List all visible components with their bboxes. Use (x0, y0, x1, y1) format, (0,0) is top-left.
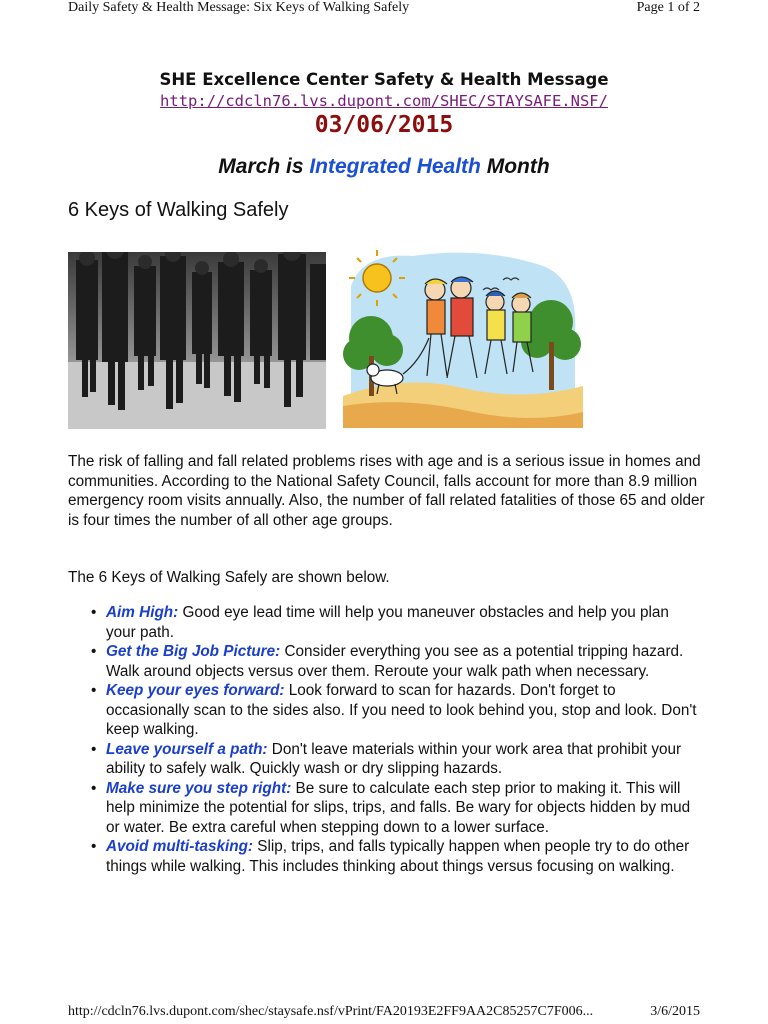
list-item (0, 837, 768, 876)
key-text: Don't leave materials within your work area that prohibit your ability to safely walk. Quickly wash or dry slipping hazards. (106, 740, 682, 777)
bullet-icon: • (91, 779, 97, 797)
key-text: Be sure to calculate each step prior to making it. This will help minimize the potential for slips, trips, and falls. Be wary for objects hidden by mud or water. Be extra careful when stepping down to a lower surface. (106, 779, 691, 836)
key-term: Leave yourself a path: (106, 740, 268, 758)
people-walking-photo (68, 252, 326, 429)
key-term: Aim High: (106, 604, 179, 621)
key-text: Look forward to scan for hazards. Don't forget to occasionally scan to the sides also. If you need to look behind you, stop and look. Don't keep walking. (106, 682, 697, 738)
list-item (0, 740, 768, 779)
intro-paragraph: The risk of falling and fall related problems rises with age and is a serious issue in homes and communities. According to the National Safety Council, falls account for more than 8.9 million emergency room visits annually. Also, the number of fall related fatalities of those 65 and older is four times the number of all other age groups. (68, 453, 705, 529)
bullet-icon: • (91, 604, 97, 621)
key-term: Get the Big Job Picture: (106, 643, 281, 660)
print-header-title: Daily Safety & Health Message: Six Keys of Walking Safely (68, 0, 410, 15)
month-theme (0, 155, 768, 179)
bullet-icon: • (91, 740, 97, 758)
month-suffix: Month (480, 155, 550, 178)
list-item (0, 681, 768, 740)
org-title: SHE Excellence Center Safety & Health Message (159, 70, 609, 89)
list-item (0, 603, 768, 642)
print-header-page-number: Page 1 of 2 (636, 0, 700, 15)
family-walking-illustration (343, 246, 583, 428)
list-item (0, 642, 768, 681)
key-term: Keep your eyes forward: (106, 682, 285, 699)
source-link-wrap (0, 92, 768, 110)
month-prefix: March is (218, 155, 310, 178)
list-item (0, 779, 768, 838)
message-date: 03/06/2015 (314, 112, 454, 138)
print-footer-url[interactable]: http://cdcln76.lvs.dupont.com/shec/staysafe.nsf/vPrint/FA20193E2FF9AA2C85257C7F006... (68, 1004, 594, 1019)
page-heading: 6 Keys of Walking Safely (68, 199, 289, 221)
key-term: Make sure you step right: (106, 779, 292, 797)
month-highlight: Integrated Health (309, 155, 481, 178)
keys-list (0, 603, 768, 876)
key-text: Consider everything you see as a potential tripping hazard. Walk around objects versus over them. Reroute your walk path when necessary. (106, 643, 684, 680)
bullet-icon: • (91, 643, 97, 660)
bullet-icon: • (91, 838, 97, 855)
key-term: Avoid multi-tasking: (106, 838, 254, 855)
print-header (0, 0, 768, 22)
bullet-icon: • (91, 682, 97, 699)
key-text: Slip, trips, and falls typically happen when people try to do other things while walking. This includes thinking about things versus focusing on walking. (106, 838, 690, 875)
lead-paragraph: The 6 Keys of Walking Safely are shown below. (68, 569, 390, 586)
key-text: Good eye lead time will help you maneuver obstacles and help you plan your path. (106, 604, 669, 641)
print-footer-date: 3/6/2015 (650, 1004, 700, 1019)
source-link[interactable]: http://cdcln76.lvs.dupont.com/SHEC/STAYSAFE.NSF/ (160, 92, 608, 110)
